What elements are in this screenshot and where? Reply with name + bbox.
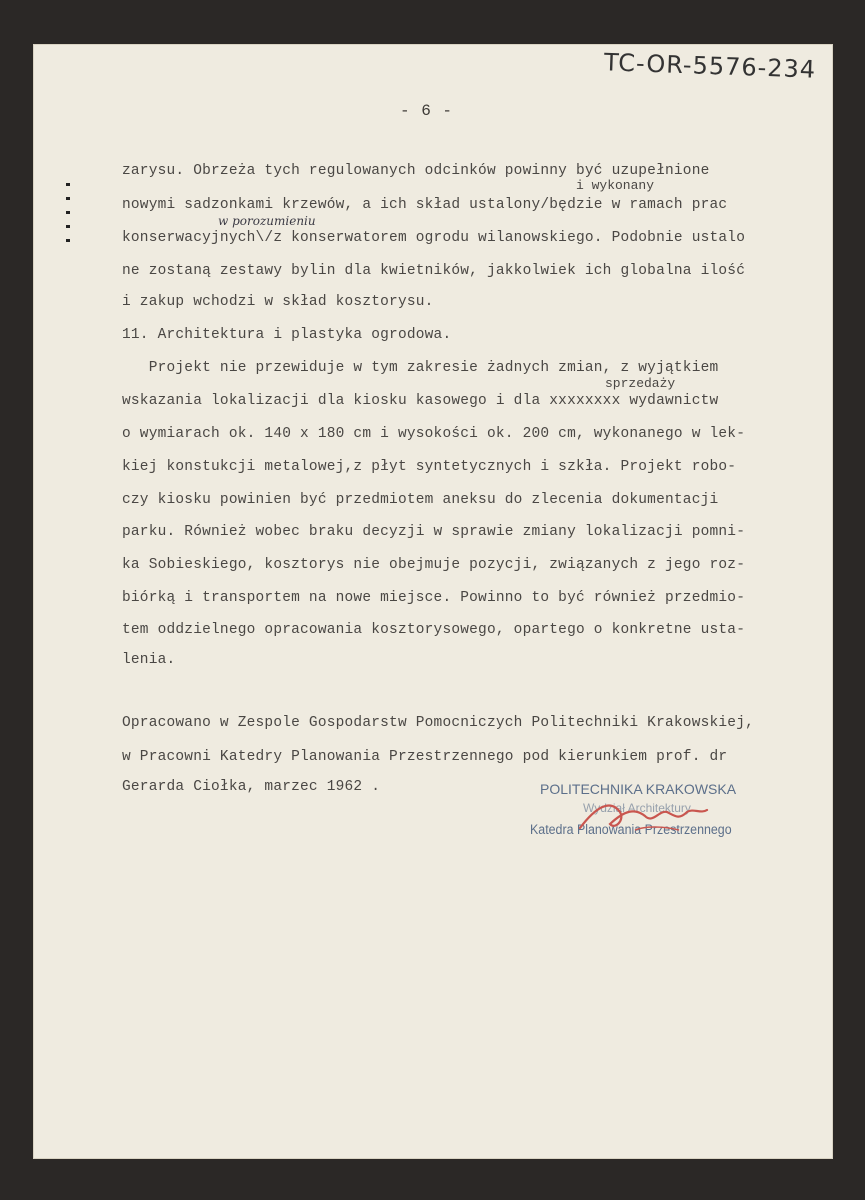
margin-mark: [66, 225, 70, 228]
footer-line: Gerarda Ciołka, marzec 1962 .: [122, 779, 381, 795]
body-line: zarysu. Obrzeża tych regulowanych odcinków powinny być uzupełnione: [122, 163, 710, 179]
stamp-line: Katedra Planowania Przestrzennego: [530, 822, 732, 837]
stamp-line: POLITECHNIKA KRAKOWSKA: [540, 781, 737, 797]
body-line: kiej konstukcji metalowej,z płyt syntetycznych i szkła. Projekt robo-: [122, 459, 737, 475]
margin-mark: [66, 211, 70, 214]
body-line: lenia.: [122, 652, 176, 668]
handwritten-insertion: w porozumieniu: [218, 214, 316, 228]
page-number: - 6 -: [400, 102, 454, 120]
margin-marks: [63, 183, 75, 263]
margin-mark: [66, 197, 70, 200]
body-line: Projekt nie przewiduje w tym zakresie żadnych zmian, z wyjątkiem: [122, 360, 719, 376]
body-line: o wymiarach ok. 140 x 180 cm i wysokości ok. 200 cm, wykonanego w lek-: [122, 426, 746, 442]
margin-mark: [66, 239, 70, 242]
stamp-line: Wydział Architektury: [583, 801, 691, 815]
signature: [575, 790, 725, 850]
section-heading: 11. Architektura i plastyka ogrodowa.: [122, 327, 452, 343]
margin-mark: [66, 183, 70, 186]
body-line: nowymi sadzonkami krzewów, a ich skład ustalony/będzie w ramach prac: [122, 197, 728, 213]
body-line: i zakup wchodzi w skład kosztorysu.: [122, 294, 434, 310]
insertion-sprzedazy: sprzedaży: [605, 376, 676, 391]
insertion-wykonany: i wykonany: [576, 178, 655, 193]
body-line: parku. Również wobec braku decyzji w sprawie zmiany lokalizacji pomni-: [122, 524, 746, 540]
body-line: wskazania lokalizacji dla kiosku kasowego i dla xxxxxxxx wydawnictw: [122, 393, 719, 409]
body-line: konserwacyjnych\/z konserwatorem ogrodu wilanowskiego. Podobnie ustalo: [122, 230, 746, 246]
footer-line: Opracowano w Zespole Gospodarstw Pomocniczych Politechniki Krakowskiej,: [122, 715, 755, 731]
archive-signature: TC-OR-5576-234: [603, 48, 817, 84]
body-line: czy kiosku powinien być przedmiotem aneksu do zlecenia dokumentacji: [122, 492, 719, 508]
body-line: biórką i transportem na nowe miejsce. Powinno to być również przedmio-: [122, 590, 746, 606]
body-line: ne zostaną zestawy bylin dla kwietników, jakkolwiek ich globalna ilość: [122, 263, 746, 279]
body-line: tem oddzielnego opracowania kosztorysowego, opartego o konkretne usta-: [122, 622, 746, 638]
footer-line: w Pracowni Katedry Planowania Przestrzennego pod kierunkiem prof. dr: [122, 749, 728, 765]
body-line: ka Sobieskiego, kosztorys nie obejmuje pozycji, związanych z jego roz-: [122, 557, 746, 573]
